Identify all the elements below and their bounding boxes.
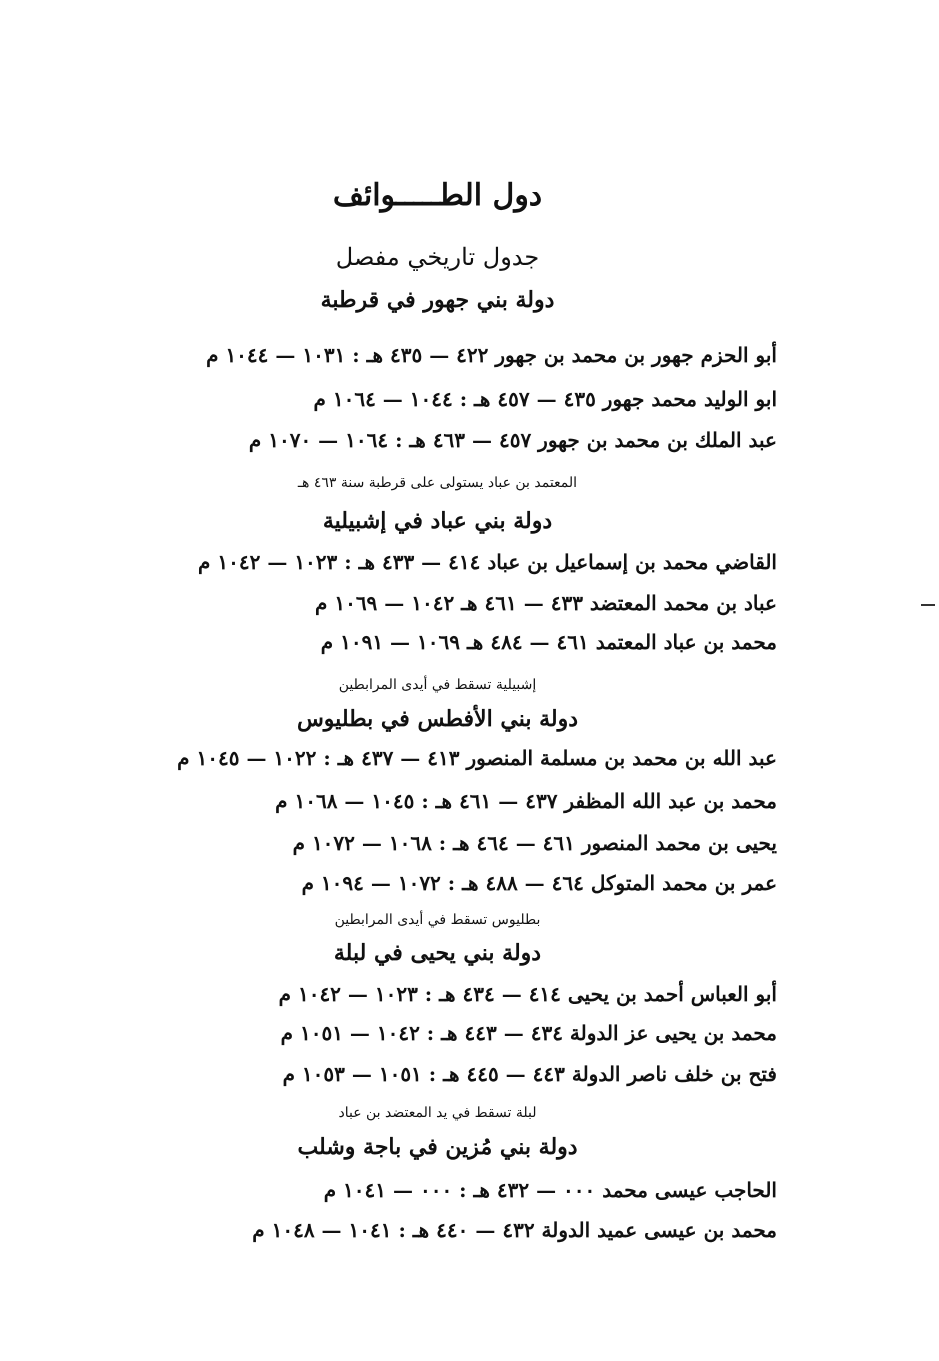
ruler-line: القاضي محمد بن إسماعيل بن عباد ٤١٤ — ٤٣٣ هـ : ١٠٢٣ — ١٠٤٢ م [198,550,777,574]
section-note: المعتمد بن عباد يستولى على قرطبة سنة ٤٦٣ هـ [297,475,578,491]
ruler-line: عبد الملك بن محمد بن جهور ٤٥٧ — ٤٦٣ هـ : ١٠٦٤ — ١٠٧٠ م [248,428,777,452]
section-heading-abbad: دولة بني عباد في إشبيلية [322,508,553,534]
section-note: إشبيلية تسقط في أيدى المرابطين [338,677,537,693]
section-note: بطليوس تسقط في أيدى المرابطين [334,912,541,928]
section-heading-jahwar: دولة بني جهور في قرطبة [320,287,555,313]
ruler-line: أبو الحزم جهور بن محمد بن جهور ٤٢٢ — ٤٣٥ هـ : ١٠٣١ — ١٠٤٤ م [206,343,777,367]
ruler-line: فتح بن خلف ناصر الدولة ٤٤٣ — ٤٤٥ هـ : ١٠٥١ — ١٠٥٣ م [282,1062,777,1086]
section-heading-aftas: دولة بني الأفطس في بطليوس [296,706,579,732]
ruler-line: محمد بن عيسى عميد الدولة ٤٣٢ — ٤٤٠ هـ : ١٠٤١ — ١٠٤٨ م [252,1218,777,1242]
section-note: لبلة تسقط في يد المعتضد بن عباد [338,1105,537,1121]
ruler-line: عمر بن محمد المتوكل ٤٦٤ — ٤٨٨ هـ : ١٠٧٢ — ١٠٩٤ م [301,871,777,895]
ruler-line: ابو الوليد محمد جهور ٤٣٥ — ٤٥٧ هـ : ١٠٤٤ — ١٠٦٤ م [313,387,777,411]
page-title: دول الطـــــوائف [332,178,543,213]
section-heading-yahya: دولة بني يحيى في لبلة [333,940,542,966]
ruler-line: محمد بن عبد الله المظفر ٤٣٧ — ٤٦١ هـ : ١٠٤٥ — ١٠٦٨ م [275,789,777,813]
ruler-line: أبو العباس أحمد بن يحيى ٤١٤ — ٤٣٤ هـ : ١٠٢٣ — ١٠٤٢ م [278,982,777,1006]
page-subtitle: جدول تاريخي مفصل [335,243,540,271]
ruler-line: يحيى بن محمد المنصور ٤٦١ — ٤٦٤ هـ : ١٠٦٨ — ١٠٧٢ م [292,831,777,855]
section-heading-muzayn: دولة بني مُزين في باجة وشلب [297,1134,578,1160]
ruler-line: محمد بن عباد المعتمد ٤٦١ — ٤٨٤ هـ ١٠٦٩ — ١٠٩١ م [320,630,777,654]
ruler-line: عباد بن محمد المعتضد ٤٣٣ — ٤٦١ هـ ١٠٤٢ — ١٠٦٩ م [314,591,777,615]
ruler-line: الحاجب عيسى محمد ٠٠٠ — ٤٣٢ هـ : ٠٠٠ — ١٠٤١ م [323,1178,777,1202]
ruler-line: محمد بن يحيى عز الدولة ٤٣٤ — ٤٤٣ هـ : ١٠٤٢ — ١٠٥١ م [280,1021,777,1045]
margin-mark [921,604,935,606]
ruler-line: عبد الله بن محمد بن مسلمة المنصور ٤١٣ — ٤٣٧ هـ : ١٠٢٢ — ١٠٤٥ م [177,746,777,770]
